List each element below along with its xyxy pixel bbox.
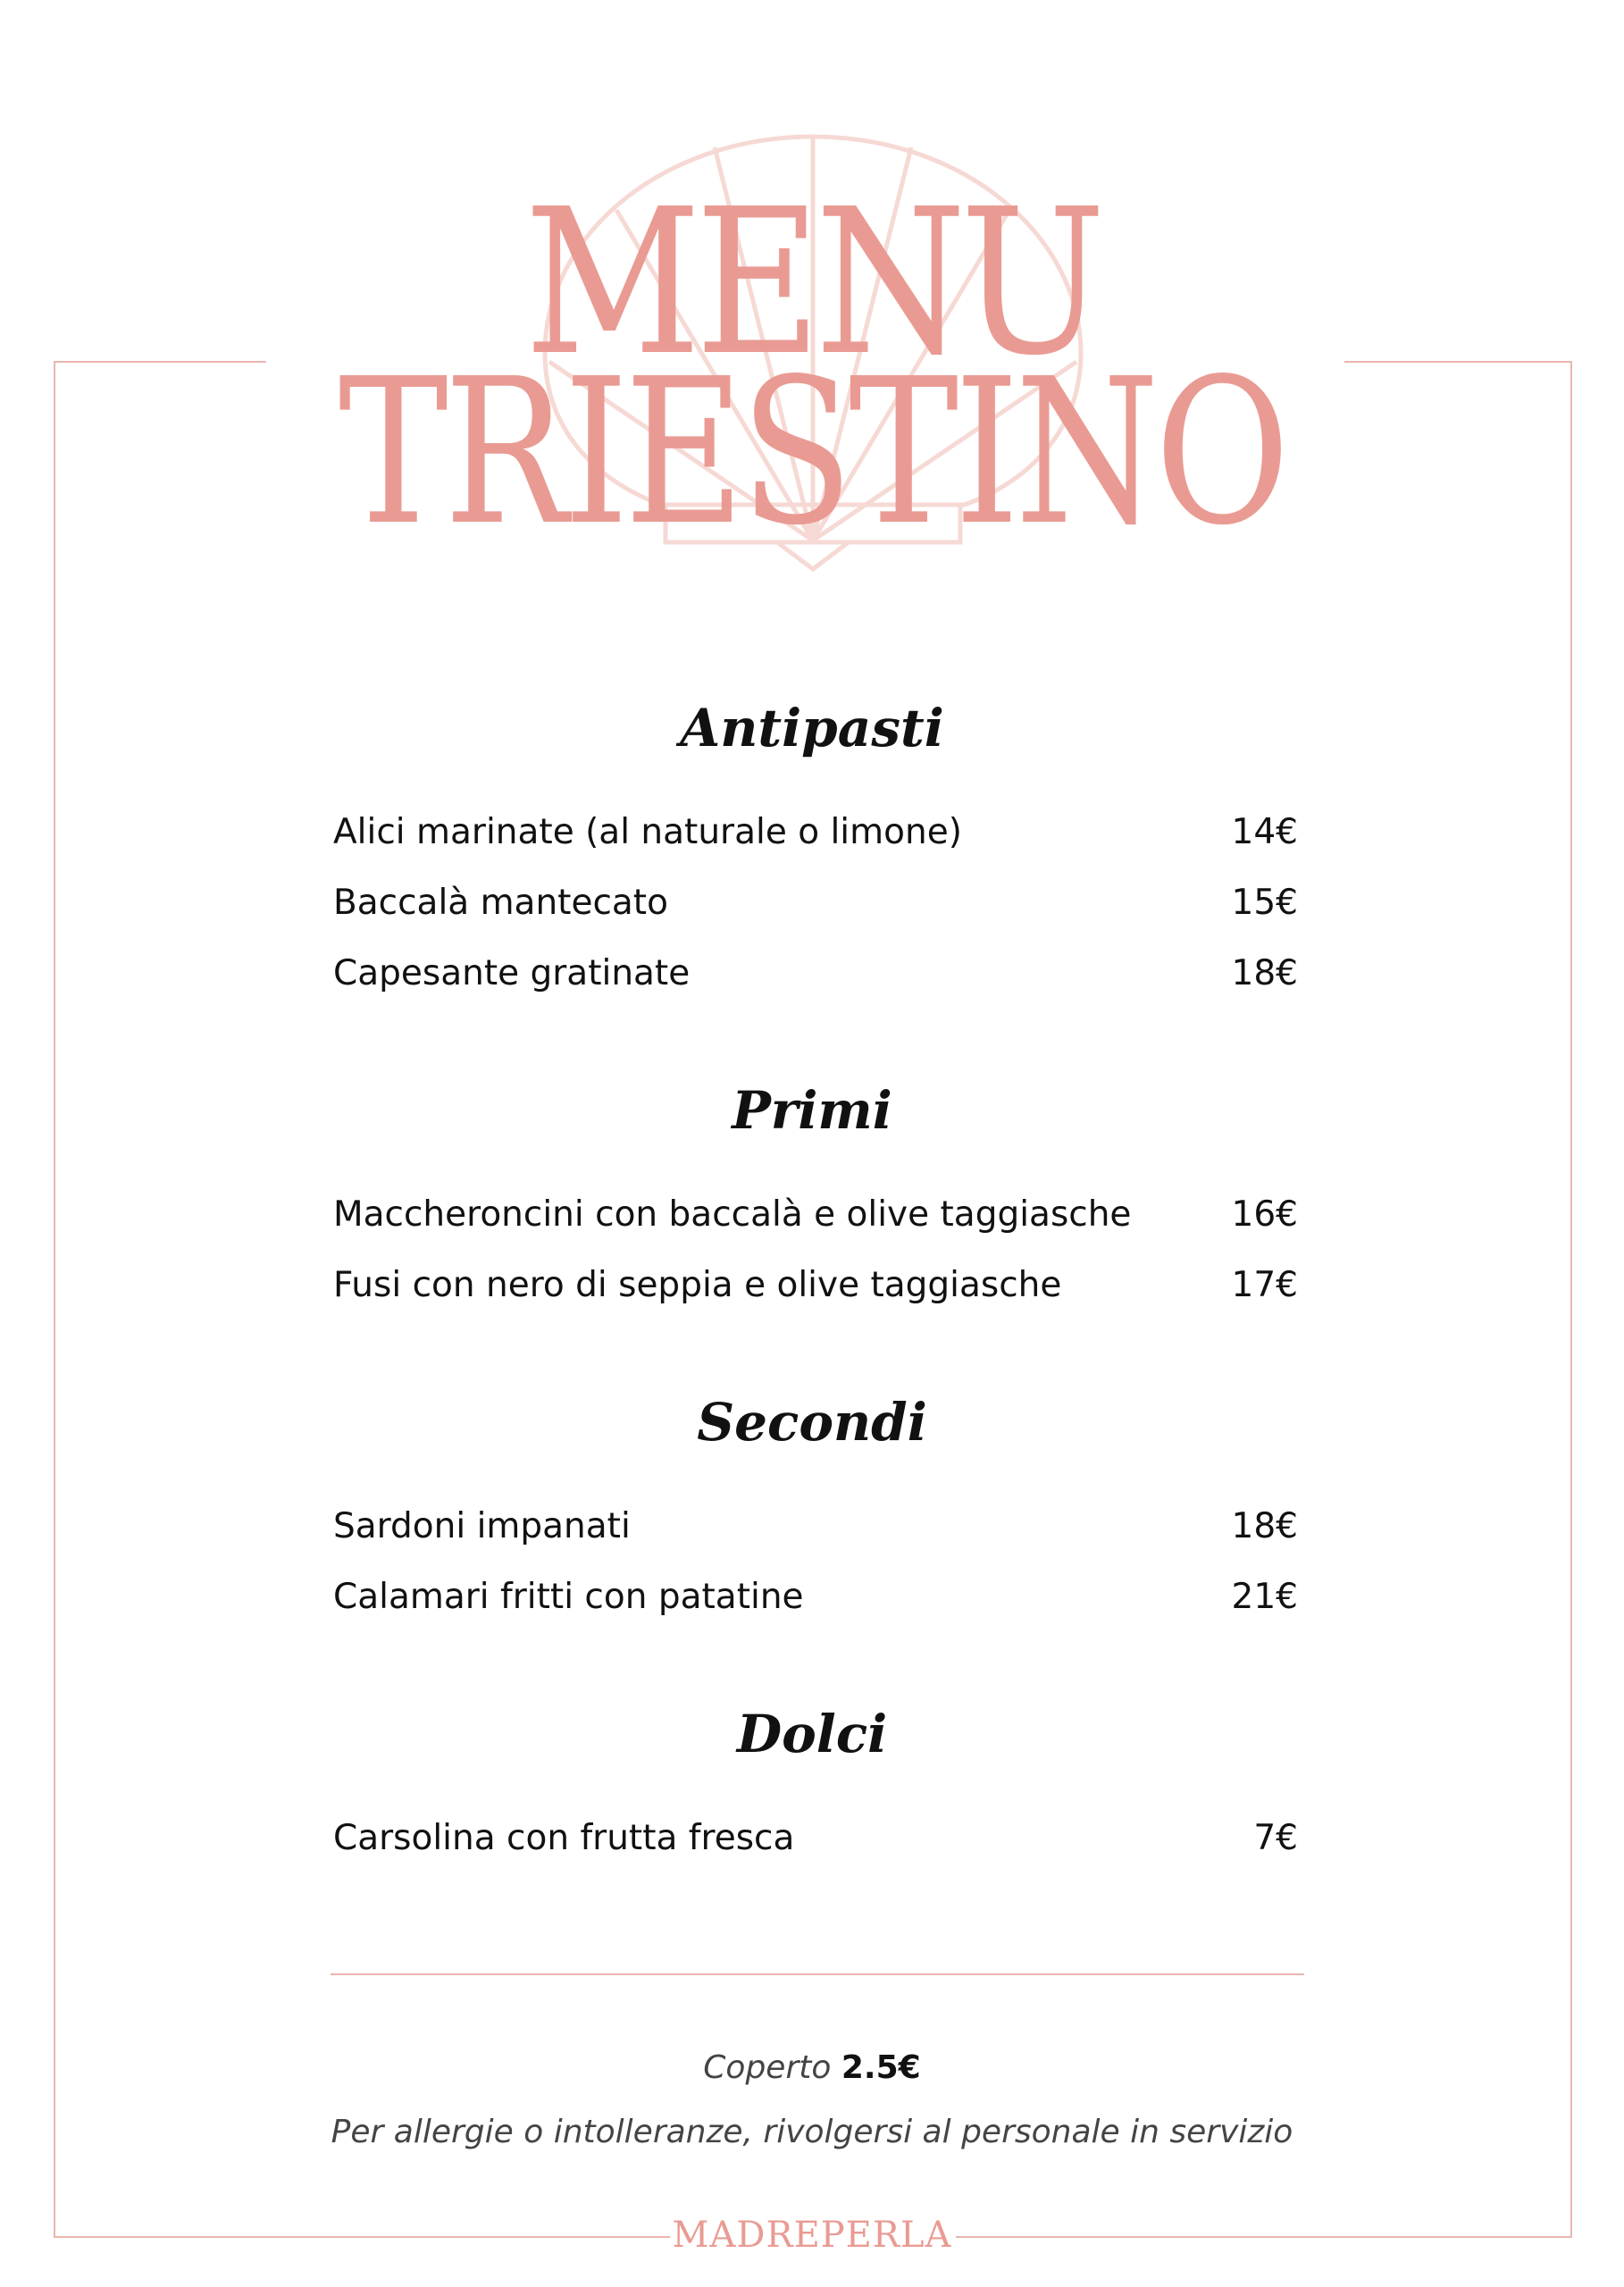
section-title-primi: Primi xyxy=(732,1080,892,1141)
menu-item-name: Alici marinate (al naturale o limone) xyxy=(333,812,962,852)
menu-item xyxy=(333,1572,1298,1622)
menu-item-price: 14€ xyxy=(1231,812,1298,852)
menu-item-price: 16€ xyxy=(1231,1194,1298,1235)
menu-item-price: 21€ xyxy=(1231,1577,1298,1617)
menu-item-price: 18€ xyxy=(1231,1506,1298,1546)
menu-item-price: 17€ xyxy=(1231,1265,1298,1305)
menu-item xyxy=(333,1261,1298,1311)
menu-item-price: 7€ xyxy=(1253,1818,1298,1858)
menu-item-price: 18€ xyxy=(1231,953,1298,993)
menu-item-name: Fusi con nero di seppia e olive taggiasche xyxy=(333,1265,1062,1305)
menu-item xyxy=(333,1814,1298,1864)
footer-divider xyxy=(331,1973,1304,1975)
brand-name: MADREPERLA xyxy=(672,2215,952,2256)
menu-item-name: Calamari fritti con patatine xyxy=(333,1577,804,1617)
menu-item xyxy=(333,1502,1298,1552)
menu-item-name: Maccheroncini con baccalà e olive taggiasche xyxy=(333,1194,1132,1235)
menu-item-name: Baccalà mantecato xyxy=(333,883,668,923)
allergy-note: Per allergie o intolleranze, rivolgersi al personale in servizio xyxy=(331,2114,1293,2150)
section-title-secondi: Secondi xyxy=(697,1392,927,1453)
menu-item-name: Capesante gratinate xyxy=(333,953,691,993)
menu-item-name: Carsolina con frutta fresca xyxy=(333,1818,795,1858)
menu-item-name: Sardoni impanati xyxy=(333,1506,631,1546)
frame-line-right xyxy=(1570,361,1572,2238)
menu-item xyxy=(333,878,1298,928)
section-title-dolci: Dolci xyxy=(736,1704,888,1764)
frame-line-left xyxy=(54,361,55,2238)
menu-item xyxy=(333,1190,1298,1240)
menu-item xyxy=(333,808,1298,858)
section-title-antipasti: Antipasti xyxy=(680,698,944,758)
menu-title-line2: TRIESTINO xyxy=(338,336,1286,570)
cover-charge-label: Coperto xyxy=(703,2049,832,2086)
menu-item xyxy=(333,949,1298,999)
cover-charge-price: 2.5€ xyxy=(841,2049,921,2086)
menu-title-line1: MENU xyxy=(523,166,1101,400)
cover-charge xyxy=(0,2046,1624,2090)
menu-item-price: 15€ xyxy=(1231,883,1298,923)
